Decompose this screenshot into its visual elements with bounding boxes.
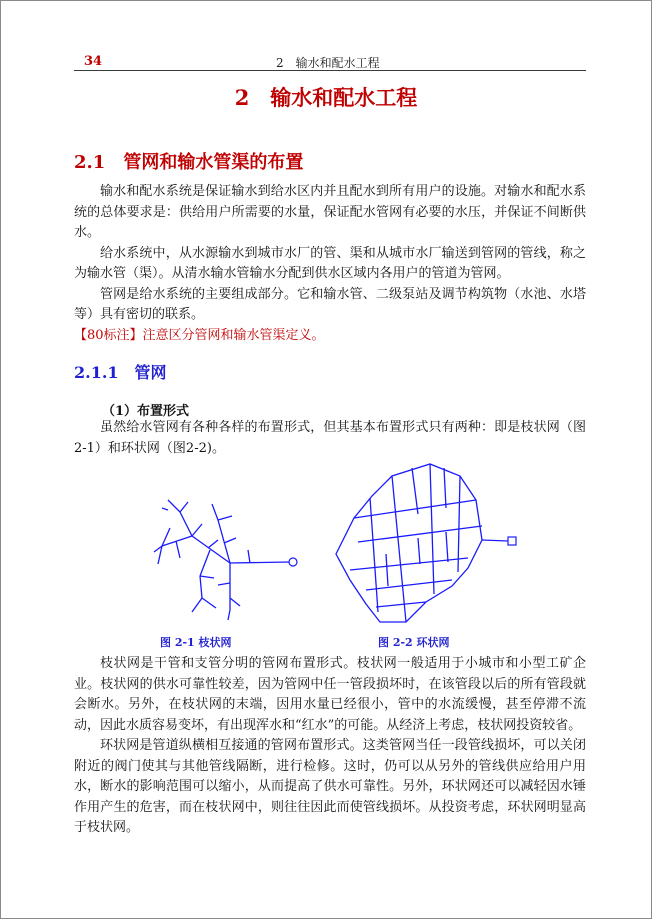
header-rule bbox=[74, 70, 586, 71]
chapter-title: 2 输水和配水工程 bbox=[234, 85, 418, 110]
looped-network-diagram bbox=[326, 462, 526, 630]
section-body bbox=[74, 182, 586, 326]
paragraph-layout-forms: 虽然给水管网有各种各样的布置形式，但其基本布置形式只有两种：即是枝状网（图2-1）和环状网（图2-2)。 bbox=[74, 420, 586, 456]
paragraph-transmission-pipe-definition: 给水系统中，从水源输水到城市水厂的管、渠和从城市水厂输送到管网的管线，称之为输水管（渠）。从清水输水管输水分配到供水区域内各用户的管道为管网。 bbox=[74, 245, 586, 281]
supply-line bbox=[482, 540, 508, 541]
intro-text bbox=[74, 418, 586, 459]
branched-network-diagram bbox=[140, 488, 310, 628]
running-header-title: 2 输水和配水工程 bbox=[276, 56, 380, 70]
paragraph-looped-network: 环状网是管道纵横相互接通的管网布置形式。这类管网当任一段管线损坏，可以关闭附近的阀门使其与其他管线隔断，进行检修。这时，仍可以从另外的管线供应给用户用水，断水的影响范围可以缩小，从而提高了供水可靠性。另外，环状网还可以减轻因水锤作用产生的危害，而在枝状网中，则往往因此而使管线损坏。从投资考虑，环状网明显高于枝状网。 bbox=[74, 738, 586, 835]
figure-2-1-caption: 图 2-1 枝状网 bbox=[160, 636, 232, 649]
source-node bbox=[289, 558, 297, 566]
page-number: 34 bbox=[84, 54, 103, 69]
main-trunk-line bbox=[230, 562, 290, 563]
section-heading: 2.1 管网和输水管渠的布置 bbox=[74, 152, 304, 173]
figure-discussion bbox=[74, 654, 586, 839]
figure-2-2-caption: 图 2-2 环状网 bbox=[378, 636, 450, 649]
subsection-heading: 2.1.1 管网 bbox=[74, 363, 167, 382]
source-node bbox=[508, 537, 516, 545]
paragraph-system-requirements: 输水和配水系统是保证输水到给水区内并且配水到所有用户的设施。对输水和配水系统的总体要求是：供给用户所需要的水量，保证配水管网有必要的水压，并保证不间断供水。 bbox=[74, 184, 586, 240]
item-heading: （1）布置形式 bbox=[102, 404, 190, 419]
paragraph-branched-network: 枝状网是干管和支管分明的管网布置形式。枝状网一般适用于小城市和小型工矿企业。枝状网的供水可靠性较差，因为管网中任一管段损坏时，在该管段以后的所有管段就会断水。另外，在枝状网的末端，因用水量已经很小，管中的水流缓慢，甚至停滞不流动，因此水质容易变坏，有出现浑水和“红水”的可能。从经济上考虑，枝状网投资较省。 bbox=[74, 656, 586, 733]
annotation-note: 【80标注】注意区分管网和输水管渠定义。 bbox=[74, 328, 325, 343]
paragraph-network-components: 管网是给水系统的主要组成部分。它和输水管、二级泵站及调节构筑物（水池、水塔等）具有密切的联系。 bbox=[74, 286, 586, 322]
